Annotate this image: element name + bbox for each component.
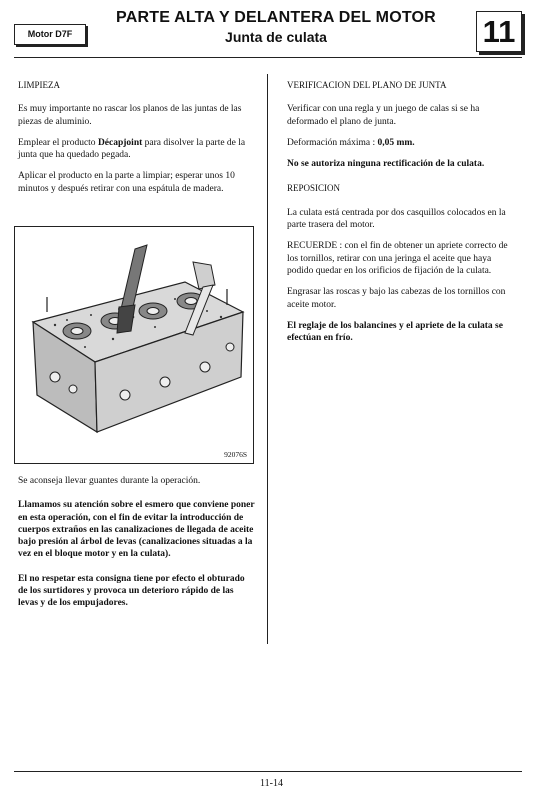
text: Emplear el producto [18,137,98,148]
notice-paragraph: El reglaje de los balancines y el apriete de la culata se efectúan en frío. [287,320,503,344]
cleaning-illustration [14,226,254,464]
figure-code: 92076S [224,450,247,459]
paragraph: Se aconseja llevar guantes durante la operación. [18,476,201,486]
tolerance-value: 0,05 mm. [377,137,415,148]
text: para disolver la parte de la junta que ha quedado pegada. [18,137,246,161]
page-subtitle: Junta de culata [225,29,327,45]
paragraph [18,137,254,162]
text: con el fin de obtener un apriete correcto de los tornillos, retirar con una jeringa el aceite que haya podido quedar en los orificios de fijación de la culata. [287,241,508,276]
section-heading-limpieza: LIMPIEZA [18,80,60,90]
paragraph: La culata está centrada por dos casquillos colocados en la parte trasera del motor. [287,207,506,231]
warning-paragraph: El no respetar esta consigna tiene por efecto el obturado de los surtidores y provoca un deterioro rápido de las levas y de los empujadores. [18,573,245,609]
paragraph [287,240,519,277]
left-column-lower [18,475,256,619]
model-label: Motor D7F [14,24,86,45]
section-heading-reposicion: REPOSICION [287,183,341,194]
left-column [18,79,254,204]
title-block [96,9,456,45]
product-name: Décapjoint [97,137,143,148]
header-rule [14,57,522,58]
paragraph: Aplicar el producto en la parte a limpiar; esperar unos 10 minutos y después retirar con una espátula de madera. [18,171,235,194]
right-column [287,79,519,353]
text: Deformación máxima : [287,137,378,148]
notice-paragraph: No se autoriza ninguna rectificación de la culata. [287,159,485,170]
paragraph: Es muy importante no rascar los planos de las juntas de las piezas de aluminio. [18,104,242,127]
recuerde-label: RECUERDE : [287,241,343,252]
page-title: PARTE ALTA Y DELANTERA DEL MOTOR [116,9,436,26]
page-number: 11-14 [260,778,283,789]
chapter-number: 11 [476,11,522,52]
paragraph: Verificar con una regla y un juego de calas si se ha deformado el plano de junta. [287,104,480,127]
page-header [0,0,543,62]
column-divider [267,74,268,644]
paragraph: Engrasar las roscas y bajo las cabezas de los tornillos con aceite motor. [287,287,506,310]
section-heading-verificacion: VERIFICACION DEL PLANO DE JUNTA [287,80,447,90]
paragraph [287,137,519,149]
warning-paragraph: Llamamos su atención sobre el esmero que conviene poner en esta operación, con el fin de evitar la introducción de cuerpos extraños en las canalizaciones de llegada de aceite bajo presión al árbol de levas (canalizaciones situadas a la vez en el bloque motor y en la culata). [18,500,255,560]
cylinder-head-drawing [15,227,253,463]
footer-rule [14,771,522,772]
